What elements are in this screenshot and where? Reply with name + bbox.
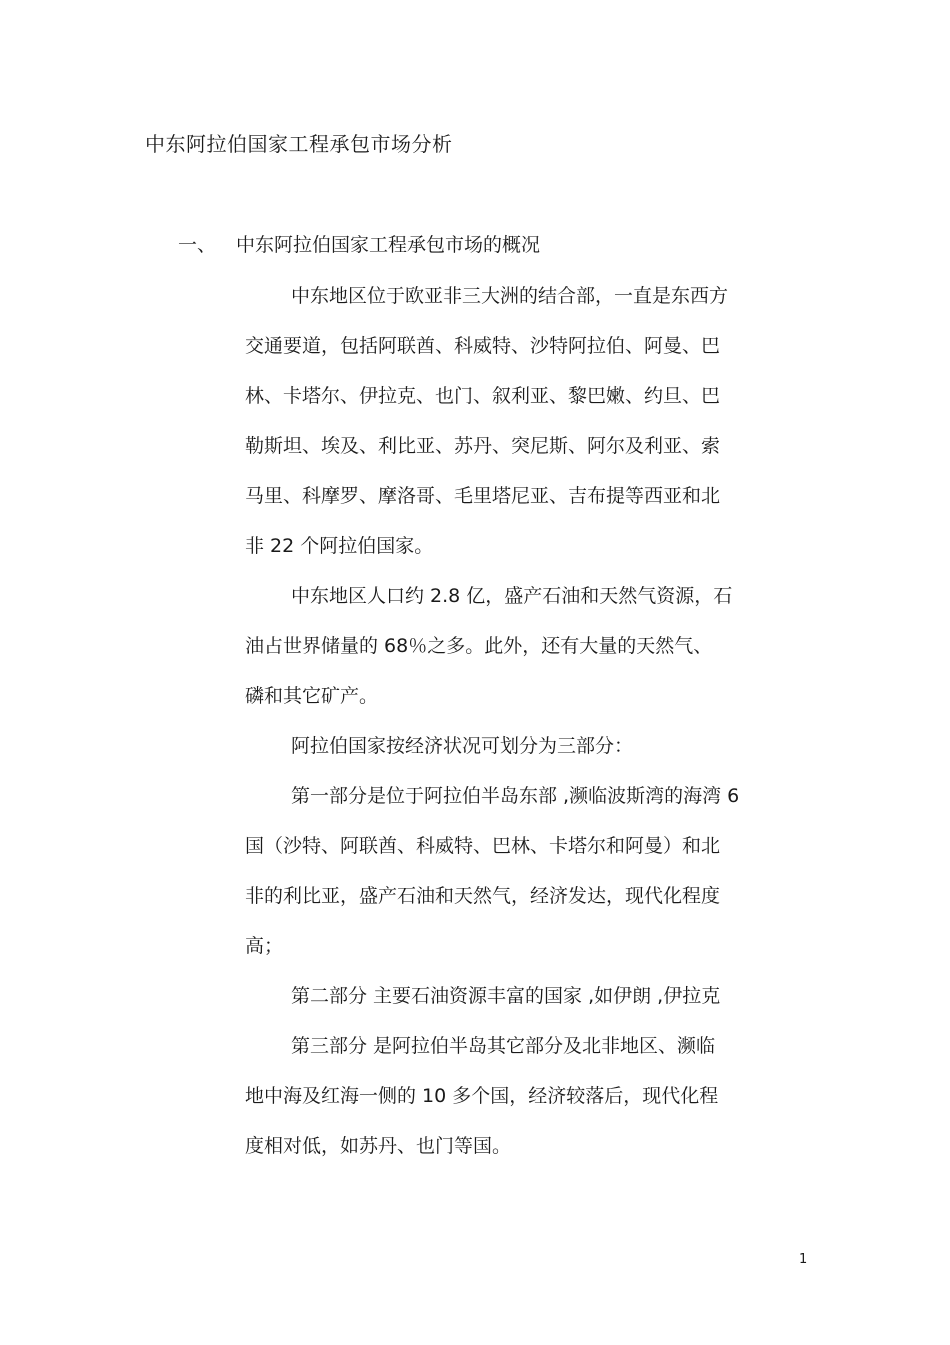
section-title: 中东阿拉伯国家工程承包市场的概况: [236, 234, 541, 256]
paragraph-line: 中东地区位于欧亚非三大洲的结合部，一直是东西方: [291, 285, 729, 307]
paragraph-line: 非 22 个阿拉伯国家。: [245, 535, 434, 557]
paragraph-line: 马里、科摩罗、摩洛哥、毛里塔尼亚、吉布提等西亚和北: [245, 485, 721, 507]
paragraph-line: 交通要道，包括阿联酋、科威特、沙特阿拉伯、阿曼、巴: [245, 335, 721, 357]
document-title: 中东阿拉伯国家工程承包市场分析: [145, 132, 453, 156]
paragraph-line: 磷和其它矿产。: [245, 685, 379, 707]
paragraph-line: 国（沙特、阿联酋、科威特、巴林、卡塔尔和阿曼）和北: [245, 835, 721, 857]
section-number: 一、: [178, 234, 217, 256]
paragraph-line: 地中海及红海一侧的 10 多个国，经济较落后，现代化程: [245, 1085, 719, 1107]
page-number: 1: [799, 1252, 808, 1267]
paragraph-line: 油占世界储量的 68％之多。此外，还有大量的天然气、: [245, 635, 713, 657]
paragraph-line: 林、卡塔尔、伊拉克、也门、叙利亚、黎巴嫩、约旦、巴: [245, 385, 721, 407]
paragraph-line: 阿拉伯国家按经济状况可划分为三部分：: [291, 735, 634, 757]
paragraph-line: 勒斯坦、埃及、利比亚、苏丹、突尼斯、阿尔及利亚、索: [245, 435, 721, 457]
section-heading: [178, 230, 540, 257]
paragraph-line: 第一部分是位于阿拉伯半岛东部 ,濒临波斯湾的海湾 6: [291, 785, 740, 807]
paragraph-line: 第二部分 主要石油资源丰富的国家 ,如伊朗 ,伊拉克: [291, 985, 721, 1007]
paragraph-line: 中东地区人口约 2.8 亿，盛产石油和天然气资源，石: [291, 585, 733, 607]
paragraph-line: 度相对低，如苏丹、也门等国。: [245, 1135, 512, 1157]
paragraph-line: 非的利比亚，盛产石油和天然气，经济发达，现代化程度: [245, 885, 721, 907]
paragraph-line: 高；: [245, 935, 284, 957]
paragraph-line: 第三部分 是阿拉伯半岛其它部分及北非地区、濒临: [291, 1035, 716, 1057]
